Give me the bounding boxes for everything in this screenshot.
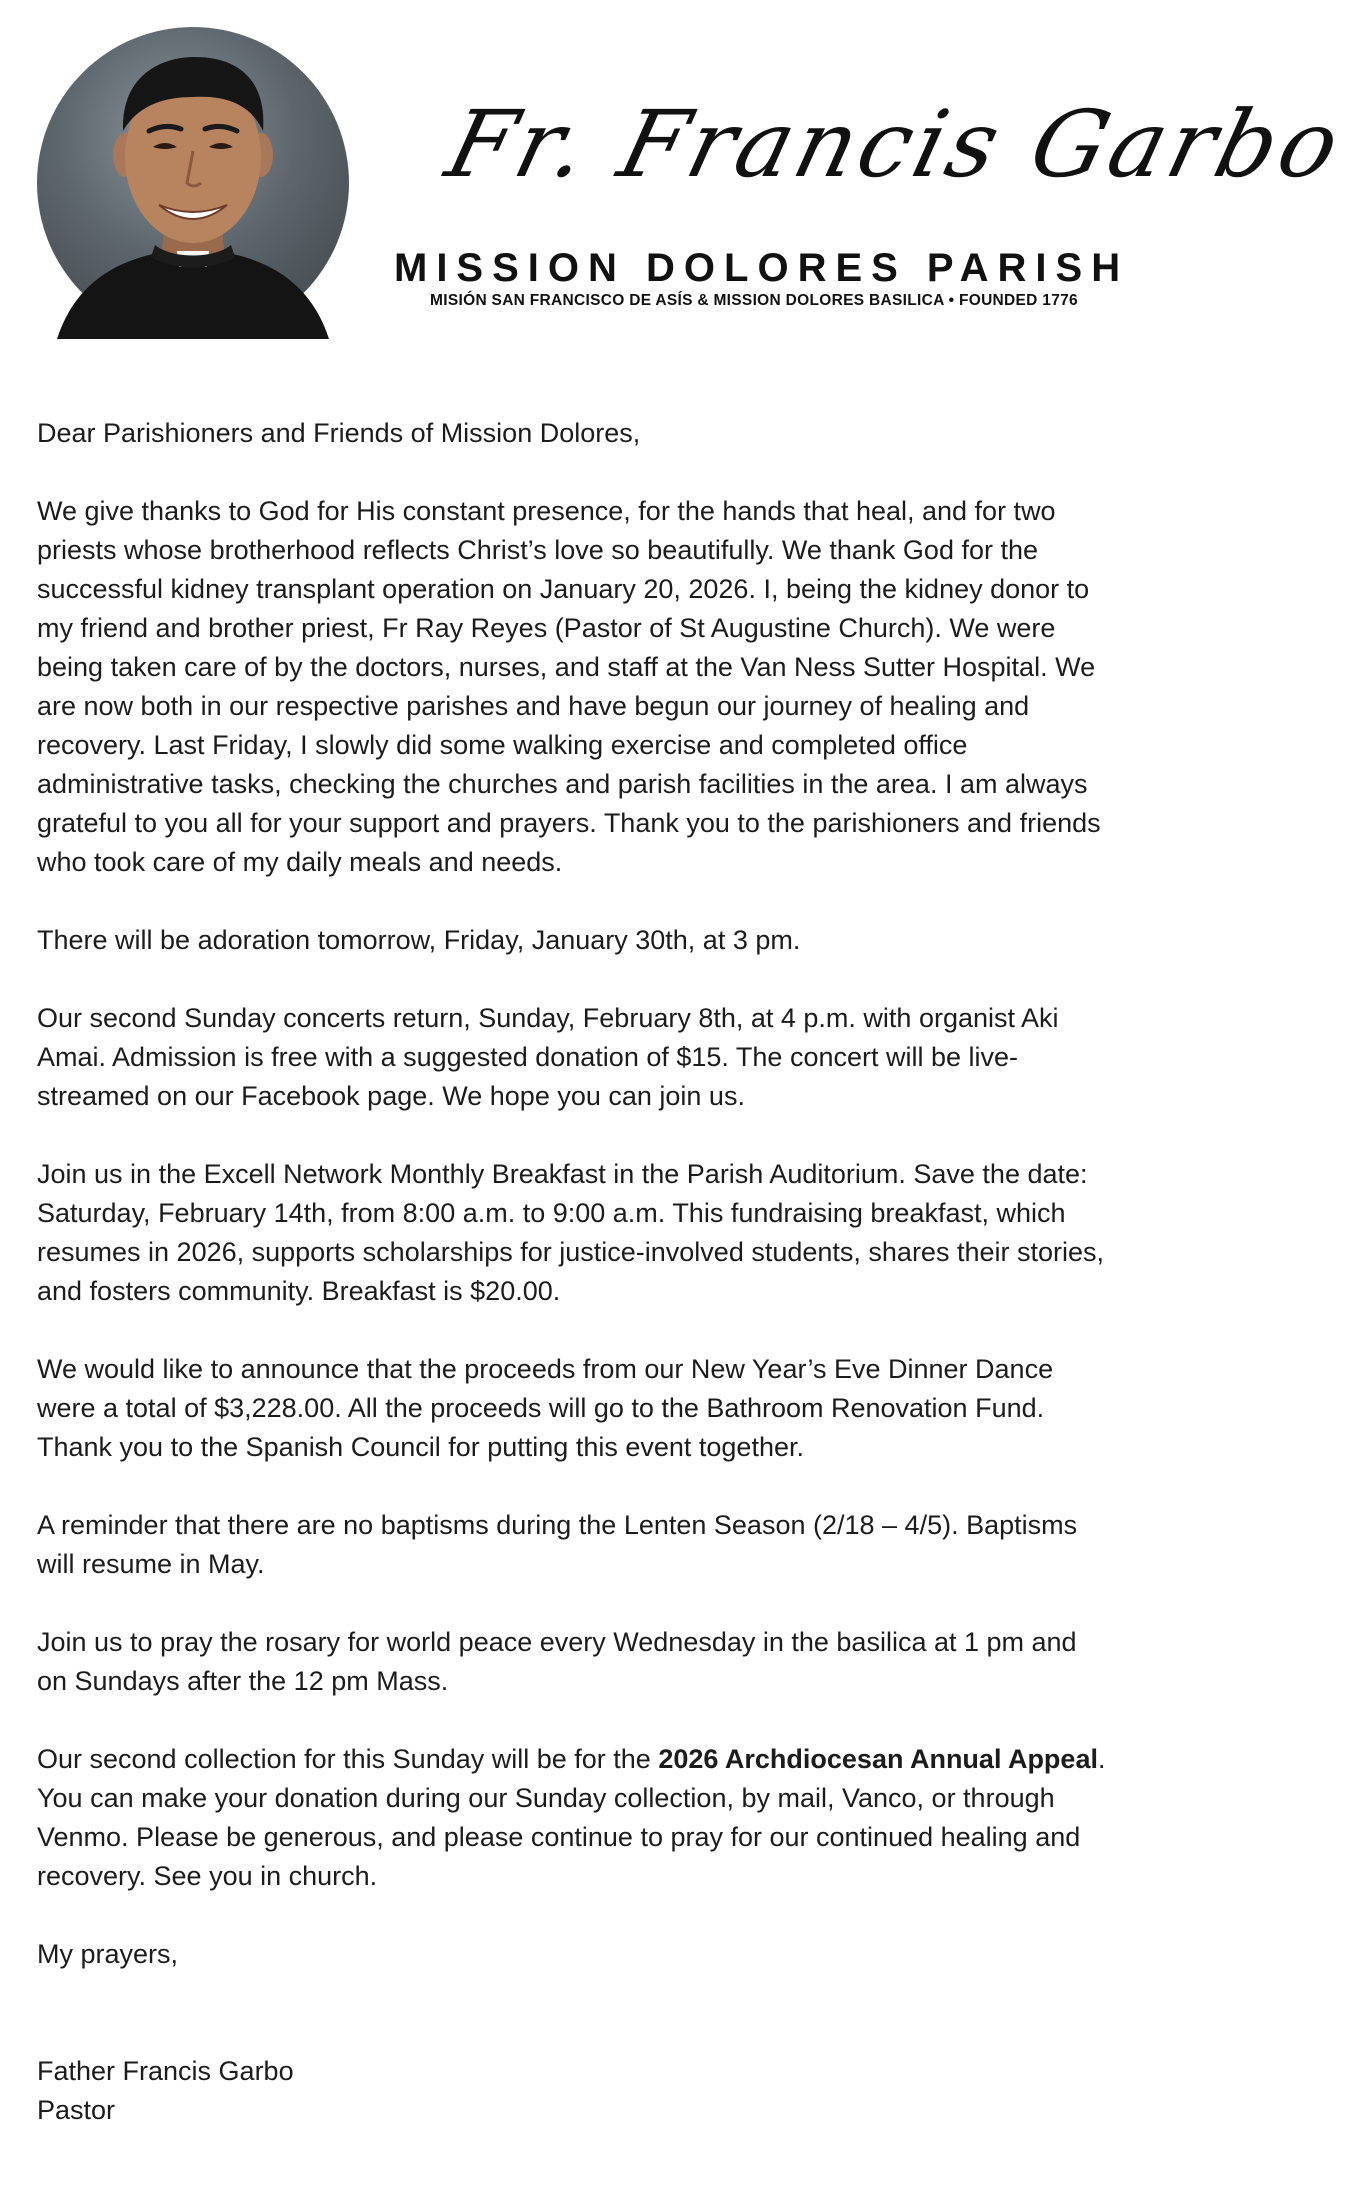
signoff-title: Pastor <box>37 2095 116 2125</box>
collection-text-end: . You can make your donation during our Sunday collection, by mail, Vanco, or through Venmo. Please be generous, and please continue to pray for our continued healing and recovery. See you in church. <box>37 1744 1106 1891</box>
parish-name: MISSION DOLORES PARISH <box>394 246 1130 290</box>
letter-body <box>37 414 1107 2130</box>
parish-subtitle: MISIÓN SAN FRANCISCO DE ASÍS & MISSION DOLORES BASILICA • FOUNDED 1776 <box>430 292 1078 309</box>
pastor-portrait <box>37 27 349 339</box>
paragraph-breakfast: Join us in the Excell Network Monthly Breakfast in the Parish Auditorium. Save the date: Saturday, February 14th, from 8:00 a.m. to 9:00 a.m. This fundraising breakfast, which resumes in 2026, supports scholarships for justice-involved students, shares their stories, and fosters community. Breakfast is $20.00. <box>37 1159 1105 1306</box>
signoff-name: Father Francis Garbo <box>37 2056 294 2086</box>
letter-header <box>0 0 1354 360</box>
paragraph-second-collection <box>37 1740 1107 1896</box>
collection-text-start: Our second collection for this Sunday will be for the <box>37 1744 659 1774</box>
paragraph-adoration: There will be adoration tomorrow, Friday, January 30th, at 3 pm. <box>37 925 801 955</box>
paragraph-rosary: Join us to pray the rosary for world peace every Wednesday in the basilica at 1 pm and on Sundays after the 12 pm Mass. <box>37 1627 1077 1696</box>
signature-spacer <box>37 2013 1107 2052</box>
paragraph-baptisms: A reminder that there are no baptisms during the Lenten Season (2/18 – 4/5). Baptisms will resume in May. <box>37 1510 1078 1579</box>
pastor-signature <box>436 70 1354 260</box>
signature-text: Fr. Francis Garbo <box>436 91 1354 198</box>
paragraph-dinner-dance: We would like to announce that the proceeds from our New Year’s Eve Dinner Dance were a total of $3,228.00. All the proceeds will go to the Bathroom Renovation Fund. Thank you to the Spanish Council for putting this event together. <box>37 1354 1054 1462</box>
portrait-illustration <box>37 27 349 339</box>
letter-closing: My prayers, <box>37 1939 179 1969</box>
paragraph-kidney-transplant: We give thanks to God for His constant presence, for the hands that heal, and for two priests whose brotherhood reflects Christ’s love so beautifully. We thank God for the successful kidney transplant operation on January 20, 2026. I, being the kidney donor to my friend and brother priest, Fr Ray Reyes (Pastor of St Augustine Church). We were being taken care of by the doctors, nurses, and staff at the Van Ness Sutter Hospital. We are now both in our respective parishes and have begun our journey of healing and recovery. Last Friday, I slowly did some walking exercise and completed office administrative tasks, checking the churches and parish facilities in the area. I am always grateful to you all for your support and prayers. Thank you to the parishioners and friends who took care of my daily meals and needs. <box>37 496 1101 877</box>
paragraph-concert: Our second Sunday concerts return, Sunday, February 8th, at 4 p.m. with organist Aki Amai. Admission is free with a suggested donation of $15. The concert will be live-streamed on our Facebook page. We hope you can join us. <box>37 1003 1059 1111</box>
letter-greeting: Dear Parishioners and Friends of Mission Dolores, <box>37 418 641 448</box>
appeal-name: 2026 Archdiocesan Annual Appeal <box>658 1744 1098 1774</box>
